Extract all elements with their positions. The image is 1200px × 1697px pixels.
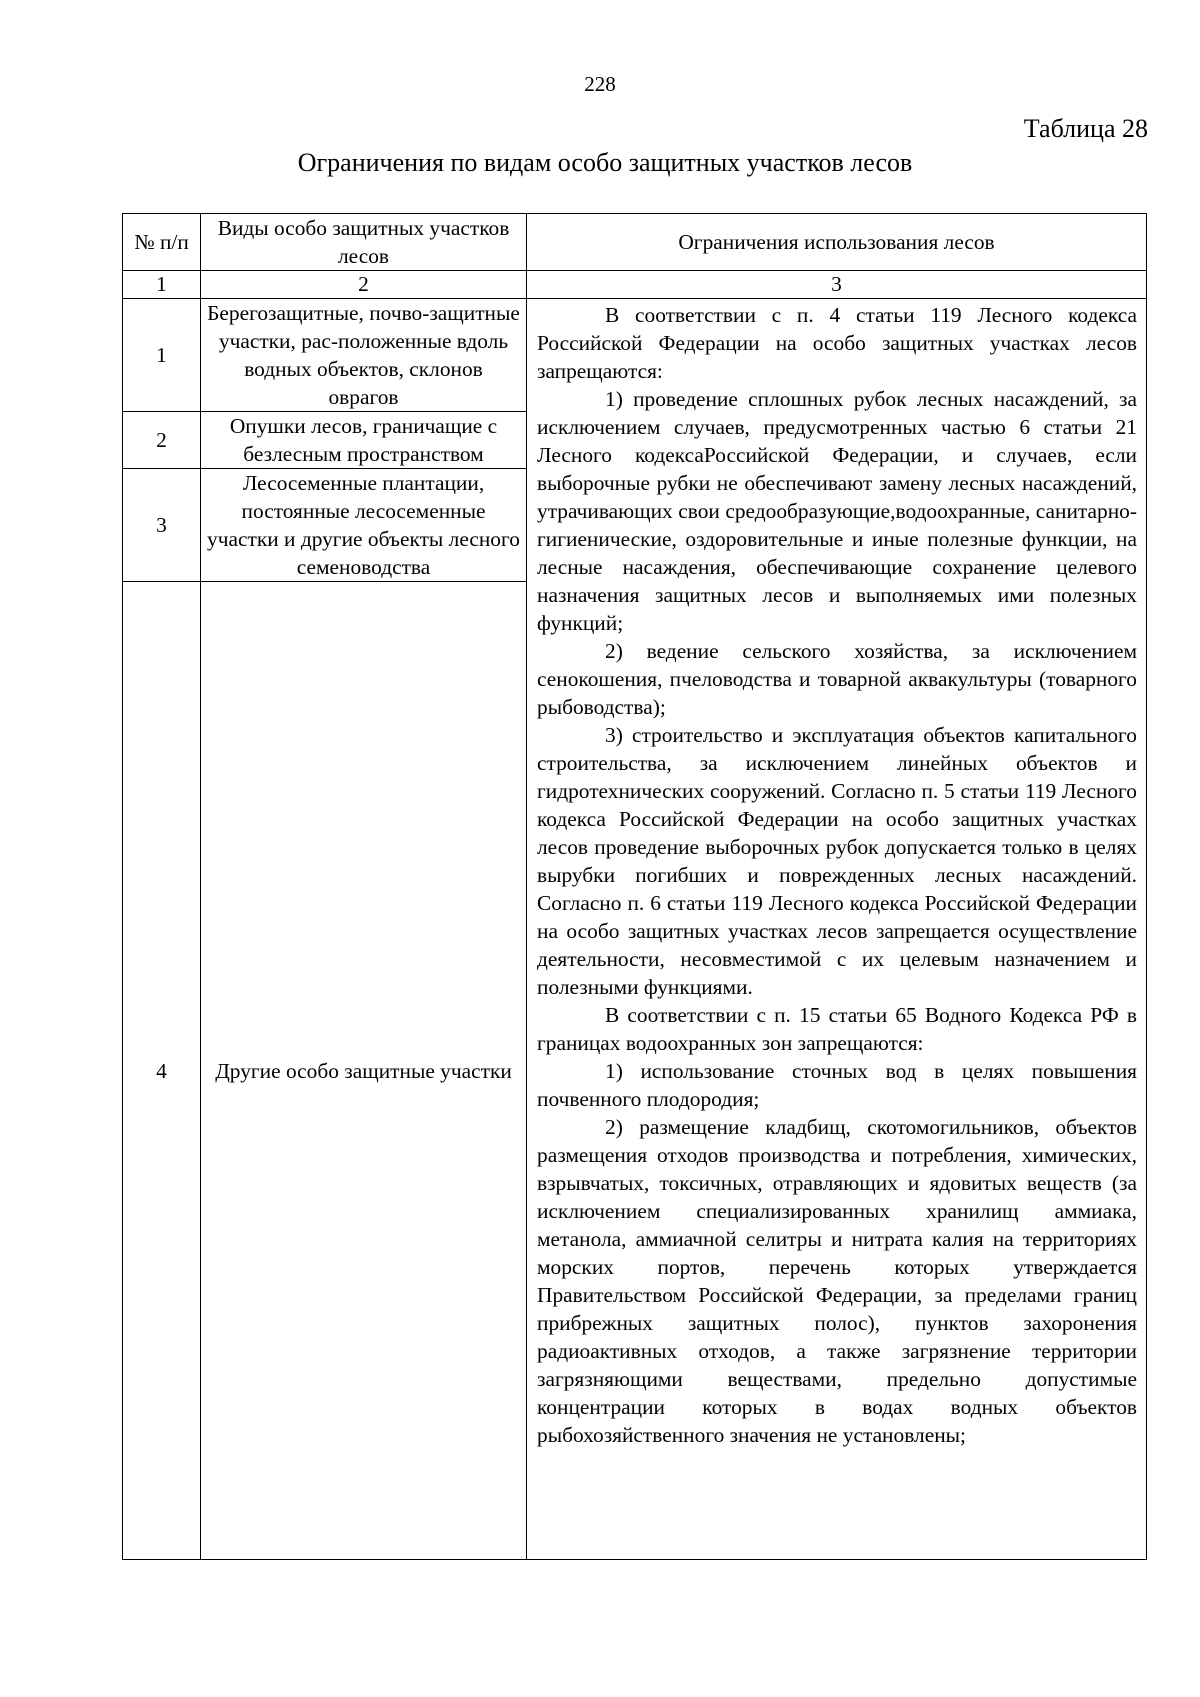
table-header-row <box>123 214 1147 271</box>
column-index-1: 1 <box>123 271 201 299</box>
header-type: Виды особо защитных участков лесов <box>201 214 527 271</box>
row-type: Берегозащитные, почво-защитные участки, рас-положенные вдоль водных объектов, склонов оврагов <box>201 299 527 412</box>
limits-paragraph: 2) размещение кладбищ, скотомогильников, объектов размещения отходов производства и потребления, химических, взрывчатых, токсичных, отравляющих и ядовитых веществ (за исключением специализированных хранилищ аммиака, метанола, аммиачной селитры и нитрата калия на территориях морских портов, перечень которых утверждается Правительством Российской Федерации, за пределами границ прибрежных защитных полос), пунктов захоронения радиоактивных отходов, а также загрязнение территории загрязняющими веществами, предельно допустимые концентрации которых в водах водных объектов рыбохозяйственного значения не установлены; <box>537 1115 1137 1447</box>
limits-text <box>537 301 1137 1449</box>
restrictions-table <box>122 213 1147 1560</box>
table-label: Таблица 28 <box>1023 114 1148 143</box>
header-limits: Ограничения использования лесов <box>527 214 1147 271</box>
row-num: 1 <box>123 299 201 412</box>
column-index-3: 3 <box>527 271 1147 299</box>
row-type: Лесосеменные плантации, постоянные лесосеменные участки и другие объекты лесного семеноводства <box>201 469 527 582</box>
column-index-2: 2 <box>201 271 527 299</box>
limits-paragraph: В соответствии с п. 15 статьи 65 Водного Кодекса РФ в границах водоохранных зон запрещаются: <box>537 1003 1137 1055</box>
limits-cell <box>527 299 1147 1560</box>
row-num: 4 <box>123 582 201 1560</box>
page-number: 228 <box>584 72 616 96</box>
column-index-row <box>123 271 1147 299</box>
limits-paragraph: 1) проведение сплошных рубок лесных насаждений, за исключением случаев, предусмотренных частью 6 статьи 21 Лесного кодексаРоссийской Федерации, и случаев, если выборочные рубки не обеспечивают замену лесных насаждений, утрачивающих свои средообразующие,водоохранные, санитарно-гигиенические, оздоровительные и иные полезные функции, на лесные насаждения, обеспечивающие сохранение целевого назначения защитных лесов и выполняемых ими полезных функций; <box>537 387 1137 635</box>
row-type: Опушки лесов, граничащие с безлесным пространством <box>201 412 527 469</box>
limits-paragraph: 2) ведение сельского хозяйства, за исключением сенокошения, пчеловодства и товарной аквакультуры (товарного рыбоводства); <box>537 639 1137 719</box>
limits-paragraph: 3) строительство и эксплуатация объектов капитального строительства, за исключением линейных объектов и гидротехнических сооружений. Согласно п. 5 статьи 119 Лесного кодекса Российской Федерации на особо защитных участках лесов проведение выборочных рубок допускается только в целях вырубки погибших и поврежденных лесных насаждений. Согласно п. 6 статьи 119 Лесного кодекса Российской Федерации на особо защитных участках лесов запрещается осуществление деятельности, несовместимой с их целевым назначением и полезными функциями. <box>537 723 1137 999</box>
row-num: 2 <box>123 412 201 469</box>
row-type: Другие особо защитные участки <box>201 582 527 1560</box>
table-row <box>123 299 1147 412</box>
table-title: Ограничения по видам особо защитных участков лесов <box>297 148 913 177</box>
header-num: № п/п <box>123 214 201 271</box>
limits-paragraph: 1) использование сточных вод в целях повышения почвенного плодородия; <box>537 1059 1137 1111</box>
row-num: 3 <box>123 469 201 582</box>
limits-paragraph: В соответствии с п. 4 статьи 119 Лесного кодекса Российской Федерации на особо защитных участках лесов запрещаются: <box>537 303 1137 383</box>
